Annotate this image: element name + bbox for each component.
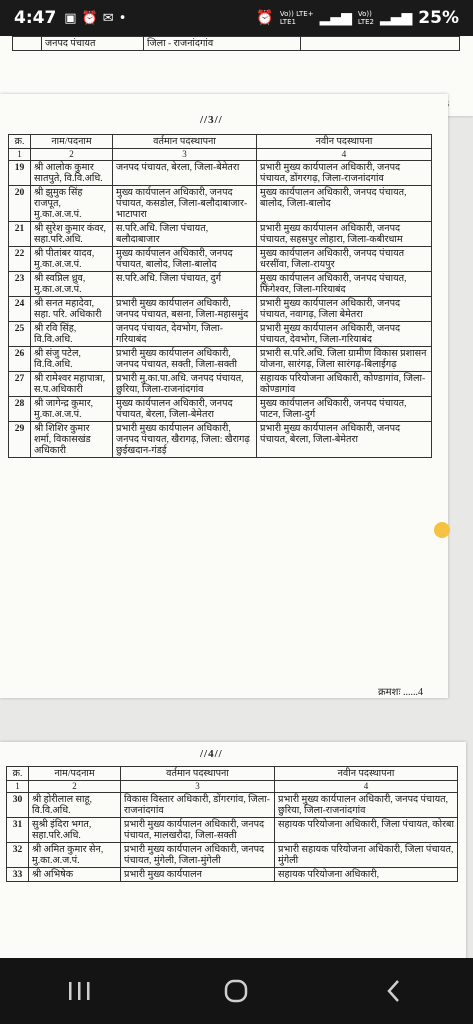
table-row [7,868,458,882]
new-posting-cell: सहायक परियोजना अधिकारी, जिला पंचायत, कोरबा [275,818,458,843]
continued-note: क्रमशः ......4 [378,687,423,698]
serial-number-cell: 23 [9,272,31,297]
network-label-sim1: Vo)) LTE+ LTE1 [279,10,314,26]
table-row [9,186,432,222]
name-cell: श्री सनत महादेवा, सहा. परि. अधिकारी [31,297,113,322]
current-posting-cell: प्रभारी मुख्य कार्यपालन अधिकारी, जनपद पंचायत, खैरागढ़, जिला: खैरागढ़ छुईखदान-गंडई [113,422,257,458]
signal-icon: ▂▄▆ [319,10,352,26]
name-cell: श्री रवि सिंह, वि.वि.अधि. [31,322,113,347]
new-posting-cell: सहायक परियोजना अधिकारी, [275,868,458,882]
table-row [9,247,432,272]
serial-number-cell: 27 [9,372,31,397]
serial-number-cell: 20 [9,186,31,222]
name-cell: श्री जागेन्द्र कुमार, मु.का.अ.ज.पं. [31,397,113,422]
new-posting-cell: प्रभारी सहायक परियोजना अधिकारी, जिला पंचायत, मुंगेली [275,843,458,868]
serial-number-cell: 25 [9,322,31,347]
page-number: //3// [200,114,223,126]
serial-number-cell: 22 [9,247,31,272]
recent-apps-button[interactable] [49,971,109,1011]
current-posting-cell: जनपद पंचायत, देवभोग, जिला-गरियाबंद [113,322,257,347]
new-posting-cell: मुख्य कार्यपालन अधिकारी, जनपद पंचायत, पाटन, जिला-दुर्ग [257,397,432,422]
recents-icon [66,980,92,1002]
new-posting-cell: मुख्य कार्यपालन अधिकारी, जनपद पंचायत, बालोद, जिला-बालोद [257,186,432,222]
new-posting-cell: प्रभारी मुख्य कार्यपालन अधिकारी, जनपद पंचायत, सहसपुर लोहारा, जिला-कबीरधाम [257,222,432,247]
name-cell: श्री पीतांबर यादव, मु.का.अ.ज.पं. [31,247,113,272]
current-posting-cell: मुख्य कार्यपालन अधिकारी, जनपद पंचायत, कसडोल, जिला-बलौदाबाजार-भाटापारा [113,186,257,222]
name-cell: श्री स्वप्निल ध्रुव, मु.का.अ.ज.पं. [31,272,113,297]
serial-number-cell: 30 [7,793,29,818]
serial-number-cell: 31 [7,818,29,843]
serial-number-cell: 29 [9,422,31,458]
table-header-row [7,767,458,781]
table-row [9,372,432,397]
table-row [9,272,432,297]
current-posting-cell: विकास विस्तार अधिकारी, डोंगरगांव, जिला-राजनांदगांव [121,793,275,818]
transfer-table [6,766,458,882]
table-row [7,818,458,843]
new-posting-cell: प्रभारी मुख्य कार्यपालन अधिकारी, जनपद पंचायत, बेरला, जिला-बेमेतरा [257,422,432,458]
table-header-row [9,135,432,149]
current-posting-cell: प्रभारी मु.का.पा.अधि. जनपद पंचायत, छुरिया, जिला-राजनांदगांव [113,372,257,397]
new-posting-cell: मुख्य कार्यपालन अधिकारी, जनपद पंचायत धरसींवा, जिला-रायपुर [257,247,432,272]
current-posting-cell: स.परि.अधि. जिला पंचायत, बलौदाबाजार [113,222,257,247]
current-posting-cell: प्रभारी मुख्य कार्यपालन [121,868,275,882]
table-body [7,793,458,882]
clock: 4:47 [14,8,57,28]
header-cell: क्र. [7,767,29,781]
page-number: //4// [200,748,223,760]
table-row [9,347,432,372]
table-row [9,161,432,186]
name-cell: श्री रामेश्वर महापात्रा, स.प.अधिकारी [31,372,113,397]
alarm-icon: ⏰ [81,10,98,26]
back-button[interactable] [364,971,424,1011]
serial-number-cell: 32 [7,843,29,868]
dot-icon: • [118,10,127,26]
table-body [9,161,432,458]
serial-number-cell: 19 [9,161,31,186]
current-posting-cell: प्रभारी मुख्य कार्यपालन अधिकारी, जनपद पंचायत, मुंगेली, जिला-मुंगेली [121,843,275,868]
battery-percent: 25% [418,8,459,28]
column-index-row: 1 2 3 4 [9,149,432,161]
name-cell: श्री अभिषेक [29,868,121,882]
transfer-table [8,134,432,458]
name-cell: श्री अमित कुमार सेन, मु.का.अ.ज.पं. [29,843,121,868]
message-icon: ✉ [102,10,114,26]
name-cell: श्री संजु पटेल, वि.वि.अधि. [31,347,113,372]
table-row [9,322,432,347]
header-cell: नाम/पदनाम [31,135,113,149]
home-icon [223,978,249,1004]
back-icon [384,978,404,1004]
name-cell: श्री झुमुक सिंह राजपूत, मु.का.अ.ज.पं. [31,186,113,222]
column-index-row: 1 2 3 4 [7,781,458,793]
notification-icons [64,11,126,26]
name-cell: सुश्री इंदिरा भगत, सहा.परि.अधि. [29,818,121,843]
new-posting-cell: सहायक परियोजना अधिकारी, कोण्डागांव, जिला-कोण्डागांव [257,372,432,397]
header-cell: नवीन पदस्थापना [275,767,458,781]
network-label-sim2: Vo)) LTE2 [357,10,374,26]
name-cell: श्री होरीलाल साहू, वि.वि.अधि. [29,793,121,818]
document-viewer[interactable] [0,36,473,958]
home-button[interactable] [206,971,266,1011]
table-row [9,397,432,422]
navigation-bar [0,958,473,1024]
new-posting-cell: प्रभारी मुख्य कार्यपालन अधिकारी, जनपद पंचायत, देवभोग, जिला-गरियाबंद [257,322,432,347]
name-cell: श्री आलोक कुमार सातपुते, वि.वि.अधि. [31,161,113,186]
table-row [7,843,458,868]
serial-number-cell: 24 [9,297,31,322]
name-cell: श्री सुरेश कुमार कंवर, सहा.परि.अधि. [31,222,113,247]
serial-number-cell: 21 [9,222,31,247]
image-icon: ▣ [64,10,77,26]
system-icons [256,8,459,28]
new-posting-cell: प्रभारी स.परि.अधि. जिला ग्रामीण विकास प्रशासन योजना, सारंगढ़, जिला सारंगढ़-बिलाईगढ़ [257,347,432,372]
page-4 [0,742,466,958]
new-posting-cell: प्रभारी मुख्य कार्यपालन अधिकारी, जनपद पंचायत, छुरिया, जिला-राजनांदगांव [275,793,458,818]
page-3 [0,94,448,698]
signal-icon: ▂▄▆ [379,10,413,26]
header-cell: नवीन पदस्थापना [257,135,432,149]
table-row [9,422,432,458]
serial-number-cell: 26 [9,347,31,372]
current-posting-cell: प्रभारी मुख्य कार्यपालन अधिकारी, जनपद पंचायत, बसना, जिला-महासमुंद [113,297,257,322]
current-posting-cell: मुख्य कार्यपालन अधिकारी, जनपद पंचायत, बेरला, जिला-बेमेतरा [113,397,257,422]
serial-number-cell: 28 [9,397,31,422]
current-posting-cell: मुख्य कार्यपालन अधिकारी, जनपद पंचायत, बालोद, जिला-बालोद [113,247,257,272]
scroll-indicator-dot[interactable] [434,522,450,538]
table-row [7,793,458,818]
current-posting-cell: जनपद पंचायत, बेरला, जिला-बेमेतरा [113,161,257,186]
serial-number-cell: 33 [7,868,29,882]
status-bar [0,0,473,36]
name-cell: श्री शिशिर कुमार शर्मा, विकासखंड अधिकारी [31,422,113,458]
previous-table-fragment: जनपद पंचायत जिला - राजनांदगांव [12,36,460,51]
new-posting-cell: प्रभारी मुख्य कार्यपालन अधिकारी, जनपद पंचायत, डोंगरगढ़, जिला-राजनांदगांव [257,161,432,186]
header-cell: नाम/पदनाम [29,767,121,781]
header-cell: वर्तमान पदस्थापना [121,767,275,781]
current-posting-cell: स.परि.अधि. जिला पंचायत, दुर्ग [113,272,257,297]
current-posting-cell: प्रभारी मुख्य कार्यपालन अधिकारी, जनपद पंचायत, मालखरौदा, जिला-सक्ती [121,818,275,843]
header-cell: वर्तमान पदस्थापना [113,135,257,149]
alarm-clock-icon: ⏰ [256,10,274,26]
table-row [9,222,432,247]
new-posting-cell: प्रभारी मुख्य कार्यपालन अधिकारी, जनपद पंचायत, नवागढ़, जिला बेमेतरा [257,297,432,322]
header-cell: क्र. [9,135,31,149]
new-posting-cell: मुख्य कार्यपालन अधिकारी, जनपद पंचायत, फिंगेश्वर, जिला-गरियाबंद [257,272,432,297]
current-posting-cell: प्रभारी मुख्य कार्यपालन अधिकारी, जनपद पंचायत, सक्ती, जिला-सक्ती [113,347,257,372]
table-row [9,297,432,322]
